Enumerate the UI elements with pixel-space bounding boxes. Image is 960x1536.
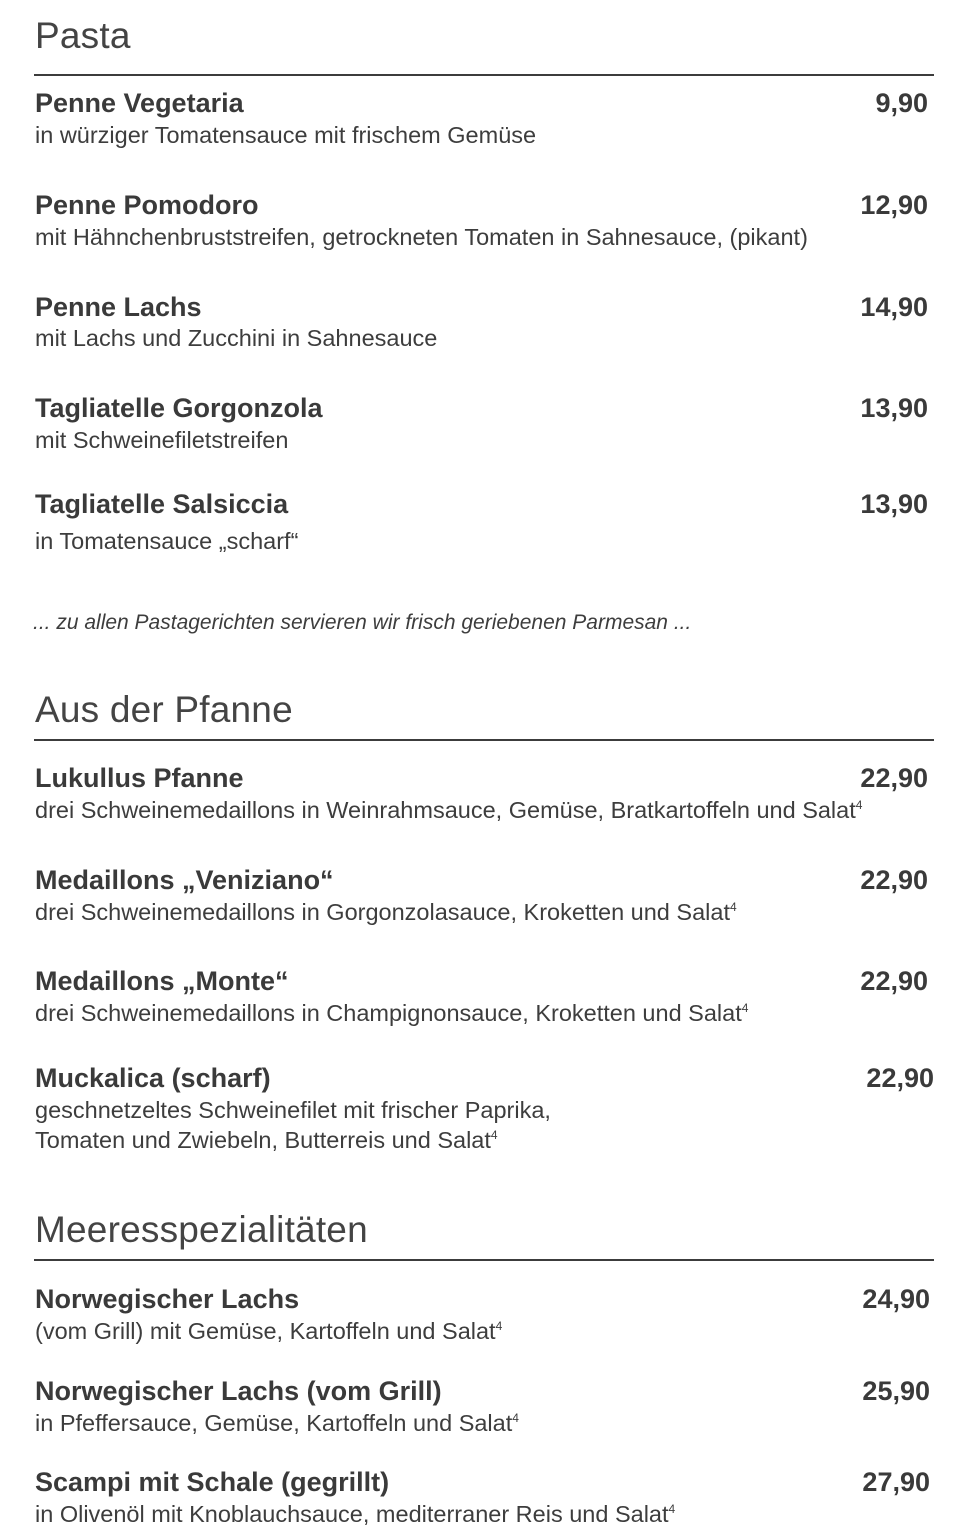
- menu-item-name: Medaillons „Veniziano“: [35, 865, 334, 895]
- menu-item-description: in Tomatensauce „scharf“: [35, 528, 299, 554]
- section-divider: [34, 74, 934, 76]
- menu-item-price: 13,90: [860, 489, 928, 519]
- menu-item-price: 22,90: [866, 1063, 934, 1093]
- footnote-marker: 4: [741, 1001, 749, 1016]
- menu-item-name: Norwegischer Lachs (vom Grill): [35, 1376, 442, 1406]
- menu-item-description: Tomaten und Zwiebeln, Butterreis und Salat$^4$: [35, 1127, 498, 1153]
- footnote-marker: 4: [855, 798, 863, 813]
- menu-item-price: 22,90: [860, 966, 928, 996]
- section-divider: [34, 739, 934, 741]
- footnote-marker: 4: [668, 1502, 676, 1517]
- menu-item-description: in Pfeffersauce, Gemüse, Kartoffeln und Salat$^4$: [35, 1410, 519, 1436]
- menu-item-name: Penne Vegetaria: [35, 88, 244, 118]
- menu-item-price: 14,90: [860, 292, 928, 322]
- section-title-pfanne: Aus der Pfanne: [35, 689, 293, 730]
- section-title-pasta: Pasta: [35, 15, 131, 56]
- section-divider: [34, 1259, 934, 1261]
- menu-item-description: drei Schweinemedaillons in Weinrahmsauce, Gemüse, Bratkartoffeln und Salat$^4$: [35, 797, 863, 823]
- menu-item-price: 12,90: [860, 190, 928, 220]
- menu-item-name: Penne Pomodoro: [35, 190, 259, 220]
- menu-item-description: mit Hähnchenbruststreifen, getrockneten Tomaten in Sahnesauce, (pikant): [35, 224, 808, 250]
- footnote-marker: 4: [490, 1128, 498, 1143]
- menu-item-description: in würziger Tomatensauce mit frischem Gemüse: [35, 122, 537, 148]
- menu-item-description: in Olivenöl mit Knoblauchsauce, mediterraner Reis und Salat$^4$: [35, 1501, 676, 1527]
- menu-item-name: Muckalica (scharf): [35, 1063, 271, 1093]
- footnote-marker: 4: [495, 1319, 503, 1334]
- menu-item-name: Scampi mit Schale (gegrillt): [35, 1467, 390, 1497]
- menu-item-description: (vom Grill) mit Gemüse, Kartoffeln und Salat$^4$: [35, 1318, 503, 1344]
- menu-item-name: Medaillons „Monte“: [35, 966, 289, 996]
- menu-item-name: Tagliatelle Gorgonzola: [35, 393, 323, 423]
- menu-item-price: 13,90: [860, 393, 928, 423]
- pasta-note: ... zu allen Pastagerichten servieren wir frisch geriebenen Parmesan ...: [33, 611, 692, 634]
- menu-item-description: geschnetzeltes Schweinefilet mit frischer Paprika,: [35, 1097, 551, 1123]
- menu-item-description: drei Schweinemedaillons in Gorgonzolasauce, Kroketten und Salat$^4$: [35, 899, 737, 925]
- menu-item-name: Lukullus Pfanne: [35, 763, 244, 793]
- menu-item-price: 25,90: [862, 1376, 930, 1406]
- menu-item-price: 9,90: [875, 88, 928, 118]
- menu-item-name: Norwegischer Lachs: [35, 1284, 300, 1314]
- menu-item-price: 27,90: [862, 1467, 930, 1497]
- section-title-meeresspezialitaeten: Meeresspezialitäten: [35, 1209, 368, 1250]
- menu-item-price: 22,90: [860, 763, 928, 793]
- menu-item-description: mit Lachs und Zucchini in Sahnesauce: [35, 325, 438, 351]
- menu-item-description: mit Schweinefiletstreifen: [35, 427, 289, 453]
- footnote-marker: 4: [512, 1411, 519, 1426]
- menu-item-price: 22,90: [860, 865, 928, 895]
- menu-item-description: drei Schweinemedaillons in Champignonsauce, Kroketten und Salat$^4$: [35, 1000, 749, 1026]
- menu-item-name: Penne Lachs: [35, 292, 202, 322]
- menu-item-price: 24,90: [862, 1284, 930, 1314]
- footnote-marker: 4: [729, 900, 737, 915]
- menu-item-name: Tagliatelle Salsiccia: [35, 489, 289, 519]
